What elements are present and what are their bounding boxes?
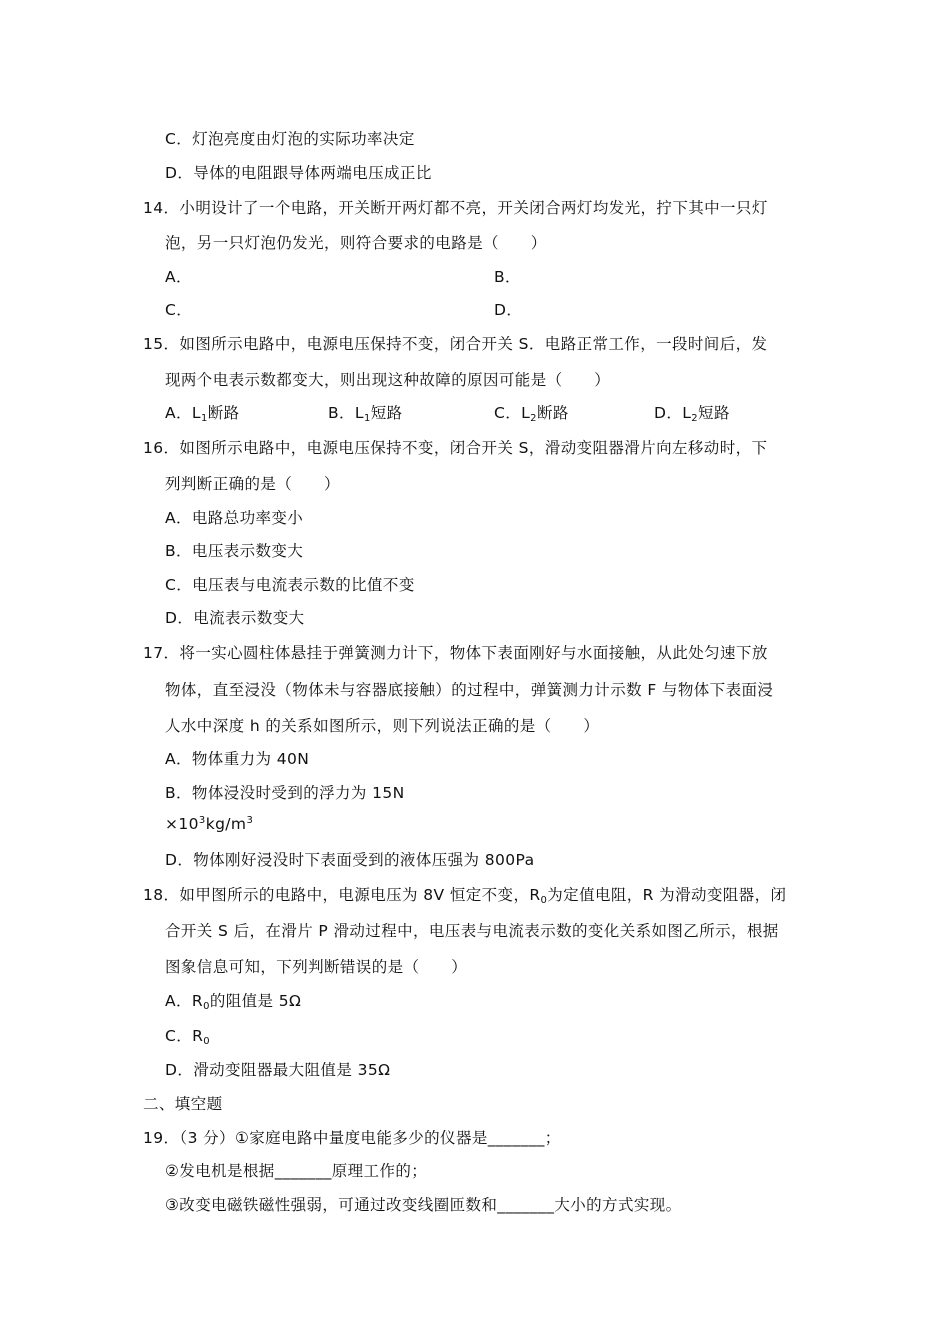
q14-stem-line2: 泡，另一只灯泡仍发光，则符合要求的电路是（ ） bbox=[165, 234, 547, 252]
q14-stem-line1: 14．小明设计了一个电路，开关断开两灯都不亮，开关闭合两灯均发光，拧下其中一只灯 bbox=[143, 199, 768, 217]
q16-stem-line1: 16．如图所示电路中，电源电压保持不变，闭合开关 S，滑动变阻器滑片向左移动时，下 bbox=[143, 439, 768, 457]
q15-option-c: C．$L_2$断路 bbox=[494, 404, 569, 424]
q17-stem-line1: 17．将一实心圆柱体悬挂于弹簧测力计下，物体下表面刚好与水面接触，从此处匀速下放 bbox=[143, 644, 768, 662]
q13-option-d: D．导体的电阻跟导体两端电压成正比 bbox=[165, 164, 432, 182]
q18-option-d: D．滑动变阻器最大阻值是 35Ω bbox=[165, 1061, 391, 1079]
q16-option-b: B．电压表示数变大 bbox=[165, 542, 304, 560]
q14-option-b: B． bbox=[494, 268, 521, 286]
q19-line1: 19．（3 分）①家庭电路中量度电能多少的仪器是_______； bbox=[143, 1129, 561, 1147]
q16-stem-line2: 列判断正确的是（ ） bbox=[165, 475, 340, 493]
q16-option-d: D．电流表示数变大 bbox=[165, 609, 305, 627]
q17-option-d: D．物体刚好浸没时下表面受到的液体压强为 800Pa bbox=[165, 851, 535, 869]
q15-option-b: B．$L_1$短路 bbox=[328, 404, 403, 424]
q18-stem-line3: 图象信息可知，下列判断错误的是（ ） bbox=[165, 958, 468, 976]
q18-stem-line2: 合开关 S 后，在滑片 P 滑动过程中，电压表与电流表示数的变化关系如图乙所示，根据 bbox=[165, 922, 779, 940]
q17-stem-line3: 人水中深度 h 的关系如图所示，则下列说法正确的是（ ） bbox=[165, 717, 600, 735]
q15-stem-line2: 现两个电表示数都变大，则出现这种故障的原因可能是（ ） bbox=[165, 371, 611, 389]
q19-line3: ③改变电磁铁磁性强弱，可通过改变线圈匝数和_______大小的方式实现。 bbox=[165, 1196, 682, 1214]
q18-stem-line1: 18．如甲图所示的电路中，电源电压为 8V 恒定不变，$R_0$为定值电阻，R 为滑动变阻器，闭 bbox=[143, 886, 787, 906]
q17-option-a: A．物体重力为 40N bbox=[165, 750, 310, 768]
q14-option-a: A． bbox=[165, 268, 192, 286]
q15-option-d: D．$L_2$短路 bbox=[654, 404, 730, 424]
q14-option-d: D． bbox=[494, 301, 523, 319]
section-title-fill-in: 二、填空题 bbox=[143, 1095, 223, 1113]
q17-stem-line2: 物体，直至浸没（物体未与容器底接触）的过程中，弹簧测力计示数 F 与物体下表面浸 bbox=[165, 681, 774, 699]
q17-option-c-fragment: $\times 10^3kg/m^3$ bbox=[165, 815, 254, 833]
q18-option-a: A．$R_0$的阻值是 5Ω bbox=[165, 992, 302, 1012]
q14-option-c: C． bbox=[165, 301, 193, 319]
q17-option-b: B．物体浸没时受到的浮力为 15N bbox=[165, 784, 405, 802]
q18-option-c-fragment: C．$R_0$ bbox=[165, 1027, 211, 1047]
q16-option-a: A．电路总功率变小 bbox=[165, 509, 304, 527]
q13-option-c: C．灯泡亮度由灯泡的实际功率决定 bbox=[165, 130, 415, 148]
q15-stem-line1: 15．如图所示电路中，电源电压保持不变，闭合开关 S．电路正常工作，一段时间后，发 bbox=[143, 335, 768, 353]
q19-line2: ②发电机是根据_______原理工作的； bbox=[165, 1162, 428, 1180]
q15-option-a: A．$L_1$断路 bbox=[165, 404, 240, 424]
q16-option-c: C．电压表与电流表示数的比值不变 bbox=[165, 576, 415, 594]
